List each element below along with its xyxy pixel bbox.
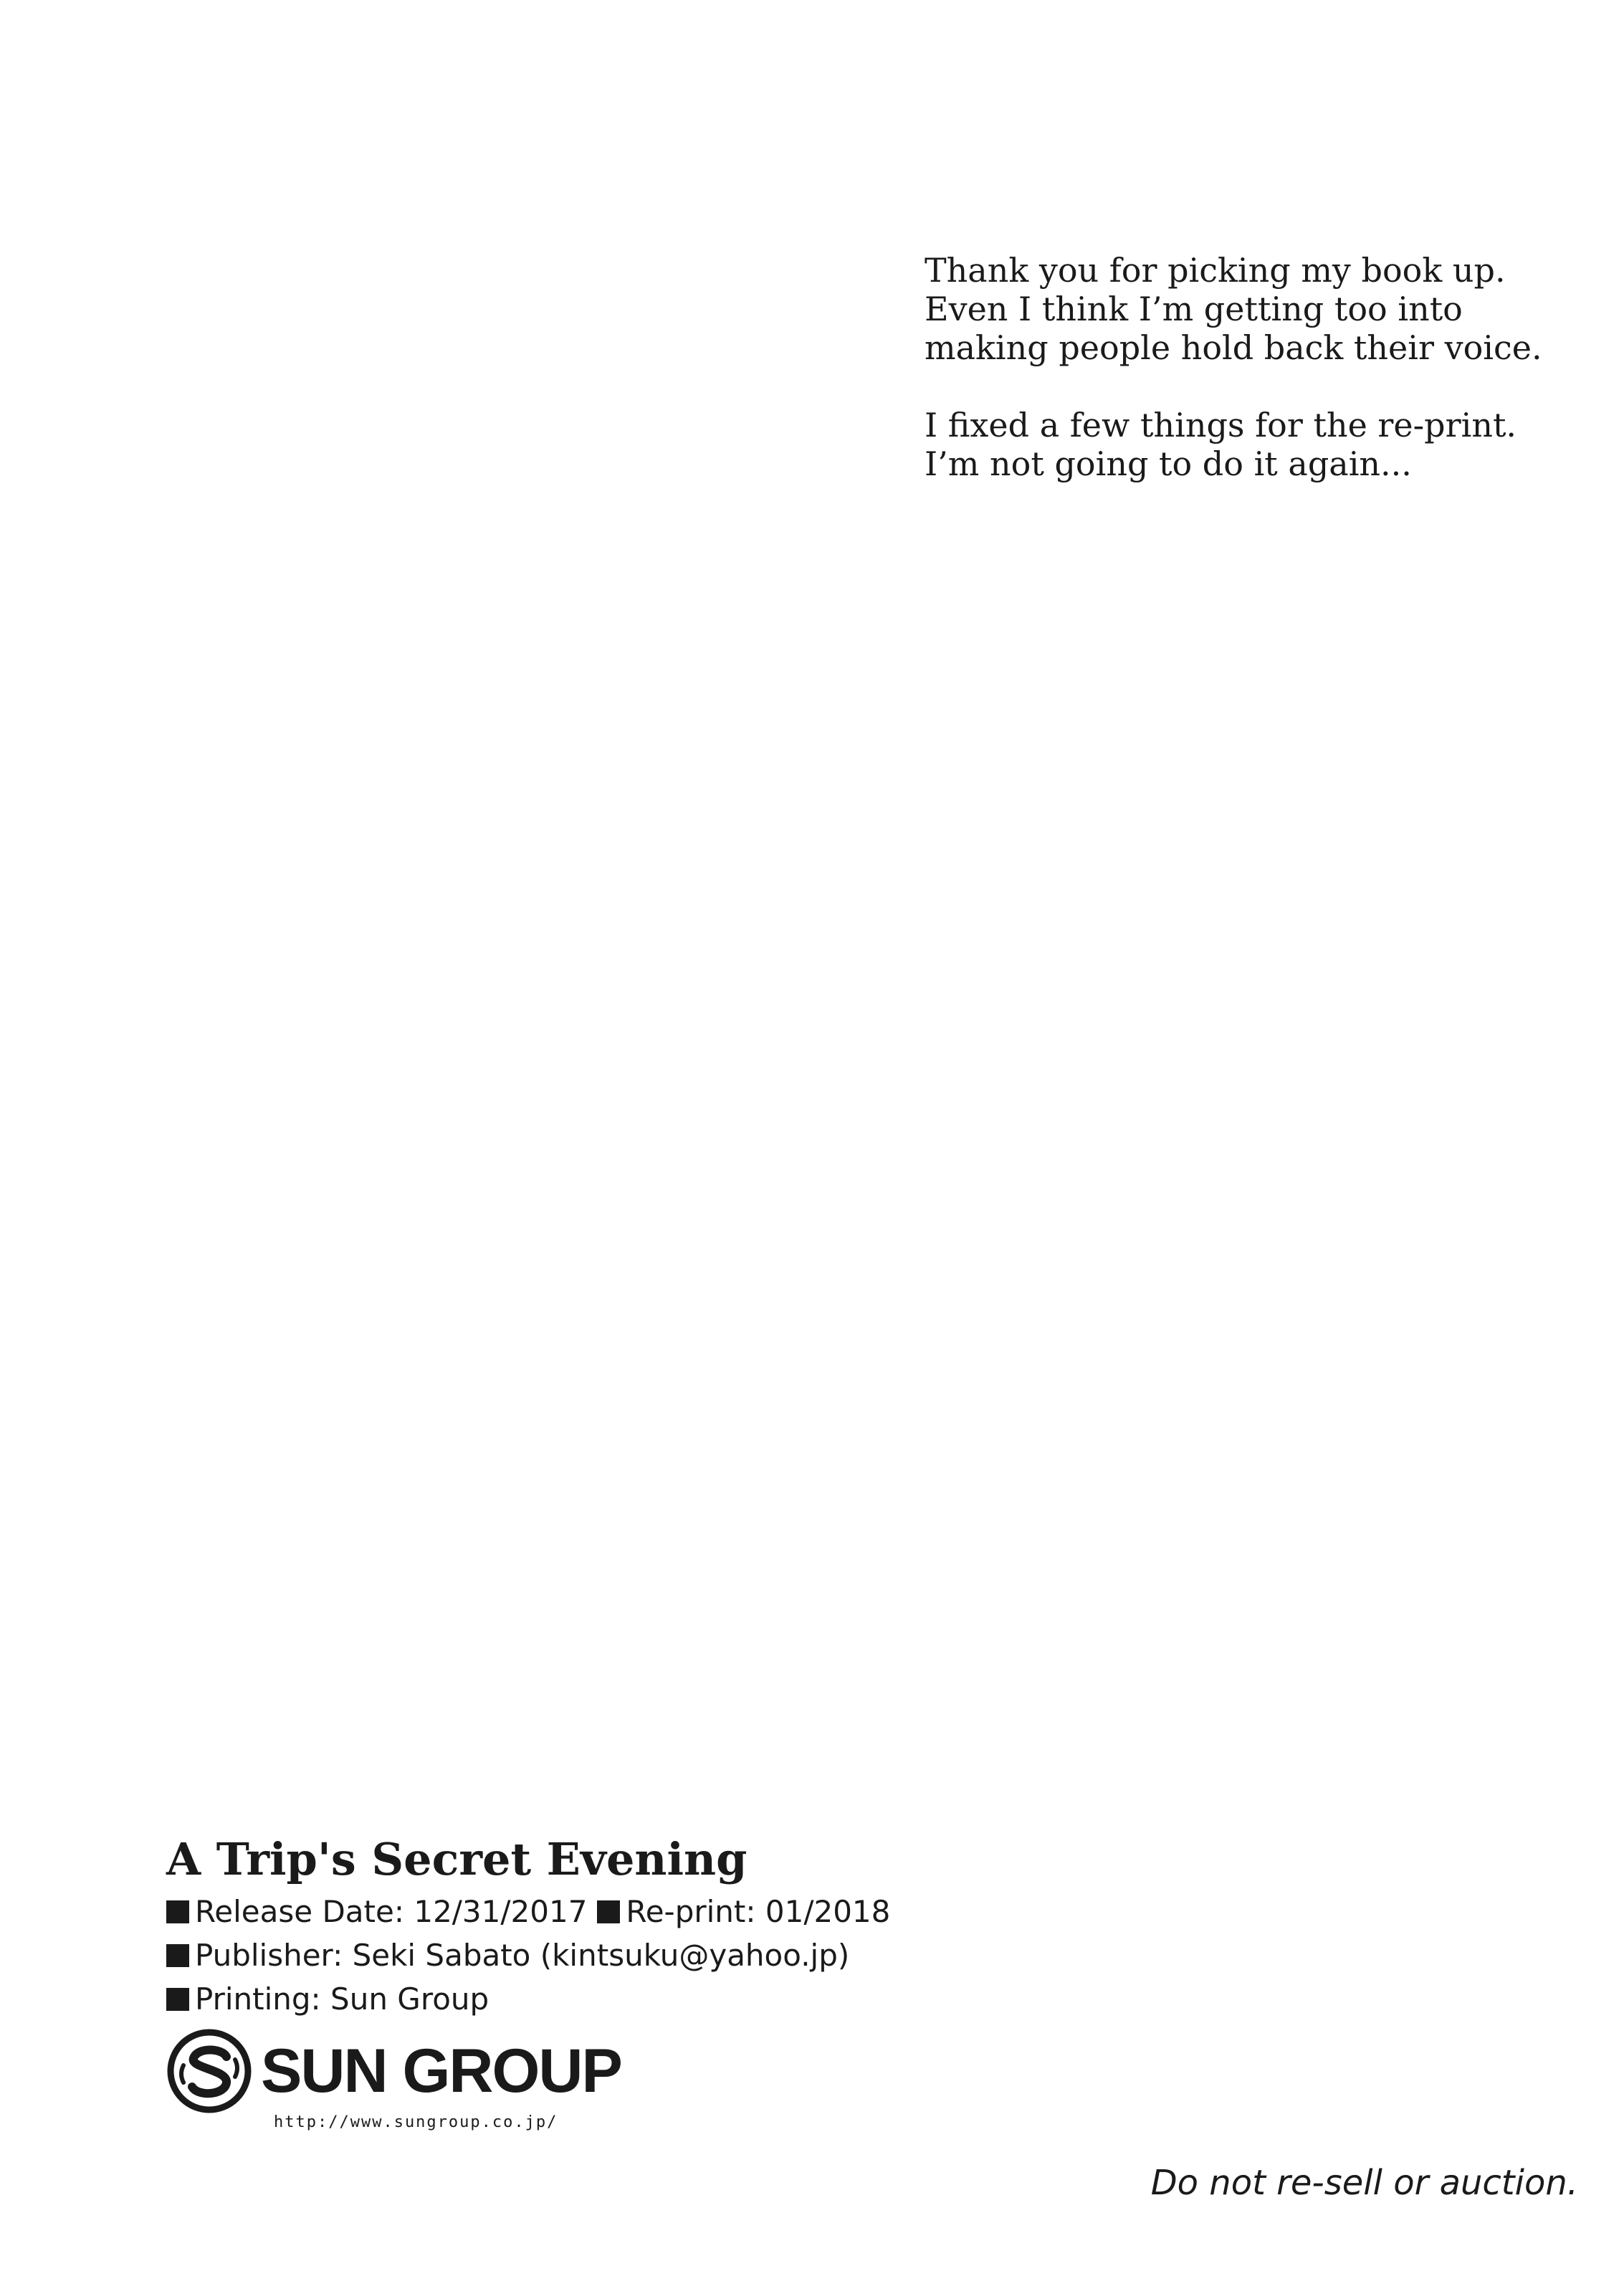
book-title: A Trip's Secret Evening <box>166 1833 747 1885</box>
reprint-date: Re-print: 01/2018 <box>626 1894 891 1929</box>
release-info <box>166 1890 955 1933</box>
resale-notice: Do not re-sell or auction. <box>1150 2163 1578 2203</box>
publisher: Publisher: Seki Sabato (kintsuku@yahoo.jp) <box>195 1938 850 1973</box>
printing-info <box>166 1977 955 2021</box>
afterword <box>925 251 1570 522</box>
square-bullet-icon <box>597 1900 620 1923</box>
square-bullet-icon <box>166 1944 189 1967</box>
afterword-paragraph <box>925 251 1570 367</box>
afterword-line: making people hold back their voice. <box>925 328 1542 367</box>
afterword-line: Even I think I’m getting too into <box>925 290 1463 328</box>
logo-wordmark: SUN GROUP <box>261 2037 621 2105</box>
afterword-line: I’m not going to do it again... <box>925 444 1412 483</box>
printing: Printing: Sun Group <box>195 1981 489 2017</box>
afterword-line: I fixed a few things for the re-print. <box>925 406 1517 444</box>
afterword-line: Thank you for picking my book up. <box>925 251 1506 290</box>
colophon <box>166 1834 955 2136</box>
square-bullet-icon <box>166 1988 189 2011</box>
publisher-info <box>166 1933 955 1977</box>
sun-group-logo <box>166 2028 668 2136</box>
sun-group-logo-icon <box>166 2028 252 2114</box>
logo-url: http://www.sungroup.co.jp/ <box>274 2113 558 2131</box>
release-date: Release Date: 12/31/2017 <box>195 1894 588 1929</box>
square-bullet-icon <box>166 1900 189 1923</box>
afterword-paragraph <box>925 406 1570 483</box>
